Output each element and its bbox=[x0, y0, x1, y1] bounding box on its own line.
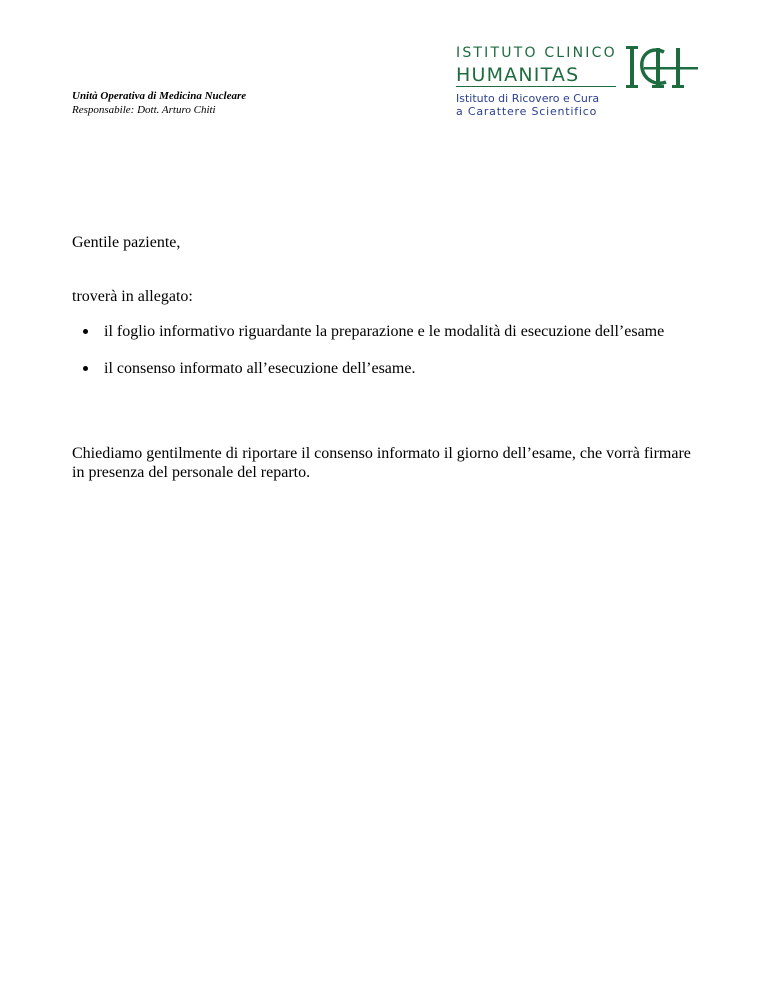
list-item-text: il foglio informativo riguardante la preparazione e le modalità di esecuzione dell’esame bbox=[104, 323, 665, 340]
bullet-icon bbox=[83, 329, 88, 334]
logo-divider bbox=[456, 86, 616, 87]
humanitas-logo bbox=[456, 44, 701, 124]
closing-paragraph: Chiediamo gentilmente di riportare il consenso informato il giorno dell’esame, che vorrà firmare in presenza del personale del reparto. bbox=[72, 445, 691, 481]
list-item bbox=[80, 360, 680, 379]
list-item bbox=[80, 323, 680, 342]
logo-subtitle-line2: a Carattere Scientifico bbox=[456, 105, 598, 118]
list-item-text: il consenso informato all’esecuzione dell’esame. bbox=[104, 359, 416, 377]
department-header bbox=[72, 89, 246, 117]
greeting: Gentile paziente, bbox=[72, 234, 181, 251]
logo-institute-line: ISTITUTO CLINICO bbox=[456, 45, 617, 61]
attachments-list bbox=[80, 323, 680, 396]
logo-name-line: HUMANITAS bbox=[456, 64, 580, 86]
ich-monogram-icon bbox=[624, 44, 700, 94]
unit-name: Unità Operativa di Medicina Nucleare bbox=[72, 90, 247, 102]
bullet-icon bbox=[83, 366, 88, 371]
logo-text bbox=[456, 44, 616, 118]
intro-text: troverà in allegato: bbox=[72, 288, 193, 305]
unit-responsible: Responsabile: Dott. Arturo Chiti bbox=[72, 104, 216, 116]
logo-subtitle-line1: Istituto di Ricovero e Cura bbox=[456, 92, 600, 105]
